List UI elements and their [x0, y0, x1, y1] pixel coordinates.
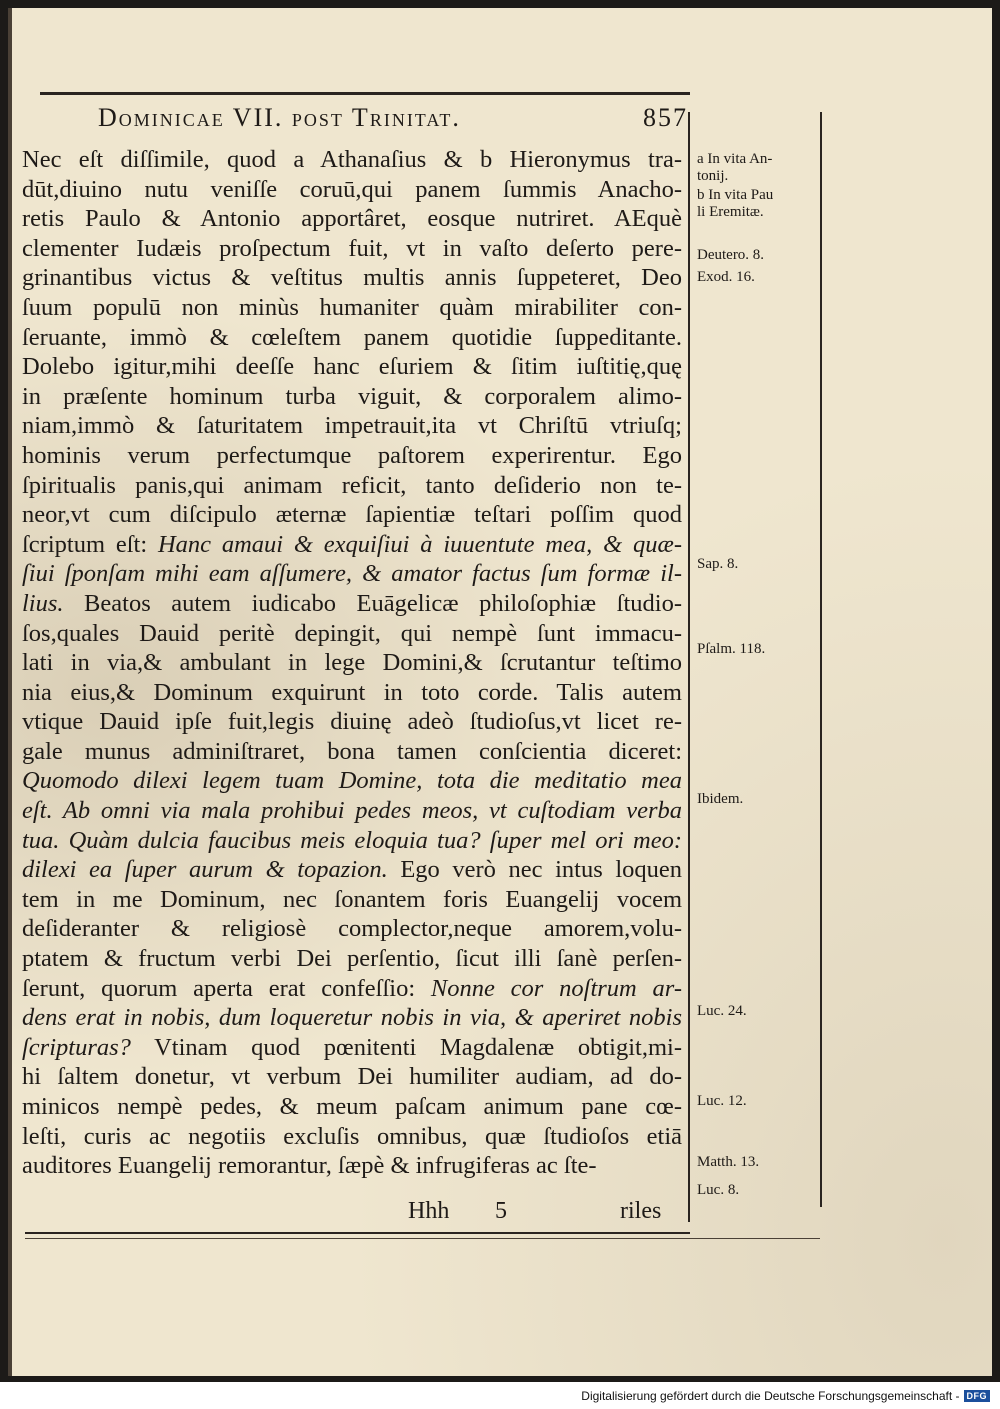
margin-divider-rule [688, 112, 690, 1222]
text-line [22, 707, 682, 737]
running-head [98, 103, 688, 137]
text-line [22, 1003, 682, 1033]
line-text: auditores Euangelij remorantur, ſæpè & infrugiferas ac ſte- [22, 1152, 597, 1180]
text-line [22, 914, 682, 944]
margin-note: Luc. 24. [697, 1003, 747, 1019]
line-text: Beatos autem iudicabo Euāgelicæ philoſophiæ ſtudio- [63, 589, 682, 617]
line-text: nia eius,& Dominum exquirunt in toto corde. Talis autem [22, 678, 682, 706]
quotation-text: Hanc amaui & exquiſiui à iuuentute mea, & quæ- [157, 530, 682, 558]
margin-note: Matth. 13. [697, 1154, 760, 1170]
text-line [22, 175, 682, 205]
line-text: lati in via,& ambulant in lege Domini,& ſcrutantur teſtimo [22, 649, 682, 677]
text-line [22, 619, 682, 649]
text-line [22, 500, 682, 530]
margin-note: Luc. 8. [697, 1182, 740, 1198]
outer-margin-rule [820, 112, 822, 1207]
page-number: 857 [643, 103, 688, 132]
text-line [22, 204, 682, 234]
line-text: hi ſaltem donetur, vt verbum Dei humiliter audiam, ad do- [22, 1063, 682, 1091]
line-text: ſcriptum eſt: [22, 530, 158, 558]
quotation-text: dens erat in nobis, dum loqueretur nobis in via, & aperiret nobis [22, 1004, 682, 1032]
catchword: riles [620, 1198, 662, 1224]
quotation-text: ſcripturas? [22, 1033, 131, 1061]
margin-note: li Eremitæ. [697, 204, 764, 220]
line-text: neor,vt cum diſcipulo æternæ ſapientiæ teſtari poſſim quod [22, 501, 682, 529]
line-text: leſti, curis ac negotiis excluſis omnibus, quæ ſtudioſos etiā [22, 1122, 682, 1150]
text-line [22, 382, 682, 412]
line-text: niam,immò & ſaturitatem impetrauit,ita vt Chriſtū vtriuſq; [22, 412, 682, 440]
text-line [22, 648, 682, 678]
text-line [22, 1092, 682, 1122]
line-text: retis Paulo & Antonio apportâret, eosque nutriret. AEquè [22, 205, 682, 233]
text-line [22, 559, 682, 589]
text-line [22, 234, 682, 264]
text-line [22, 145, 682, 175]
line-text: deſideranter & religiosè complector,neque amorem,volu- [22, 915, 682, 943]
footer-rule [25, 1232, 690, 1234]
line-text: gale munus adminiſtraret, bona tamen conſcientia diceret: [22, 737, 682, 765]
text-line [22, 323, 682, 353]
line-text: ſos,quales Dauid peritè depingit, qui nempè ſunt immacu- [22, 619, 682, 647]
text-line [22, 411, 682, 441]
text-line [22, 352, 682, 382]
body-text [22, 145, 682, 1181]
line-text: ptatem & fructum verbi Dei perſentio, ſicut illi ſanè perſen- [22, 945, 682, 973]
digitization-credit [581, 1389, 990, 1403]
running-head-title: Dominicae VII. post Trinitat. [98, 103, 461, 132]
line-text: vtique Dauid ipſe fuit,legis diuinę adeò ſtudioſus,vt licet re- [22, 708, 682, 736]
signature-number: 5 [495, 1198, 507, 1224]
line-text: Nec eſt diſſimile, quod a Athanaſius & b Hieronymus tra- [22, 146, 682, 173]
line-text: grinantibus victus & veſtitus multis annis ſuppeteret, Deo [22, 264, 682, 292]
line-text: tem in me Dominum, nec ſonantem foris Euangelij vocem [22, 885, 682, 913]
text-line [22, 1062, 682, 1092]
line-text: Vtinam quod pœnitenti Magdalenæ obtigit,mi- [130, 1033, 682, 1061]
text-line [22, 471, 682, 501]
text-line [22, 1033, 682, 1063]
text-line [22, 530, 682, 560]
text-line [22, 855, 682, 885]
text-line [22, 737, 682, 767]
signature-mark: Hhh [408, 1198, 450, 1224]
text-line [22, 441, 682, 471]
quotation-text: tua. Quàm dulcia faucibus meis eloquia tua? ſuper mel ori meo: [22, 826, 682, 854]
line-text: Dolebo igitur,mihi deeſſe hanc eſuriem & ſitim iuſtitię,quę [22, 353, 682, 381]
margin-note: Exod. 16. [697, 269, 755, 285]
margin-note: tonij. [697, 168, 729, 184]
footer-rule-lower [25, 1238, 820, 1239]
text-line [22, 1122, 682, 1152]
text-line [22, 589, 682, 619]
line-text: clementer Iudæis proſpectum fuit, vt in vaſto deſerto pere- [22, 234, 682, 262]
margin-note: Deutero. 8. [697, 247, 765, 263]
margin-note: b In vita Pau [697, 187, 774, 203]
line-text: Ego verò nec intus loquen [387, 856, 682, 884]
margin-note: a In vita An- [697, 151, 773, 167]
text-line [22, 796, 682, 826]
text-line [22, 944, 682, 974]
quotation-text: Nonne cor noſtrum ar- [430, 974, 682, 1002]
quotation-text: eſt. Ab omni via mala prohibui pedes meos, vt cuſtodiam verba [22, 797, 682, 825]
text-line [22, 263, 682, 293]
margin-note: Sap. 8. [697, 556, 739, 572]
line-text: ſerunt, quorum aperta erat confeſſio: [22, 974, 431, 1002]
line-text: ſpiritualis panis,qui animam reficit, tanto deſiderio non te- [22, 471, 682, 499]
line-text: ſuum populū non minùs humaniter quàm mirabiliter con- [22, 293, 682, 321]
line-text: minicos nempè pedes, & meum paſcam animum pane cœ- [22, 1093, 682, 1120]
text-line [22, 826, 682, 856]
text-line [22, 766, 682, 796]
quotation-text: dilexi ea ſuper aurum & topazion. [22, 856, 388, 884]
margin-note: Luc. 12. [697, 1093, 747, 1109]
line-text: in præſente hominum turba viguit, & corporalem alimo- [22, 382, 682, 410]
credit-text: Digitalisierung gefördert durch die Deutsche Forschungsgemeinschaft - [581, 1389, 960, 1403]
margin-note: Ibidem. [697, 791, 744, 807]
quotation-text: lius. [22, 589, 64, 617]
line-text: dūt,diuino nutu veniſſe coruū,qui panem ſummis Anacho- [22, 175, 682, 203]
line-text: hominis verum perfectumque paſtorem experirentur. Ego [22, 441, 682, 469]
line-text: ſeruante, immò & cœleſtem panem quotidie ſuppeditante. [22, 323, 682, 351]
quotation-text: ſiui ſponſam mihi eam aſſumere, & amator factus ſum formæ il- [22, 560, 682, 588]
text-line [22, 293, 682, 323]
text-line [22, 1151, 682, 1181]
header-rule [40, 92, 690, 95]
text-line [22, 974, 682, 1004]
margin-note: Pſalm. 118. [697, 641, 766, 657]
quotation-text: Quomodo dilexi legem tuam Domine, tota die meditatio mea [22, 767, 682, 795]
text-line [22, 678, 682, 708]
dfg-logo: DFG [964, 1390, 991, 1402]
text-line [22, 885, 682, 915]
